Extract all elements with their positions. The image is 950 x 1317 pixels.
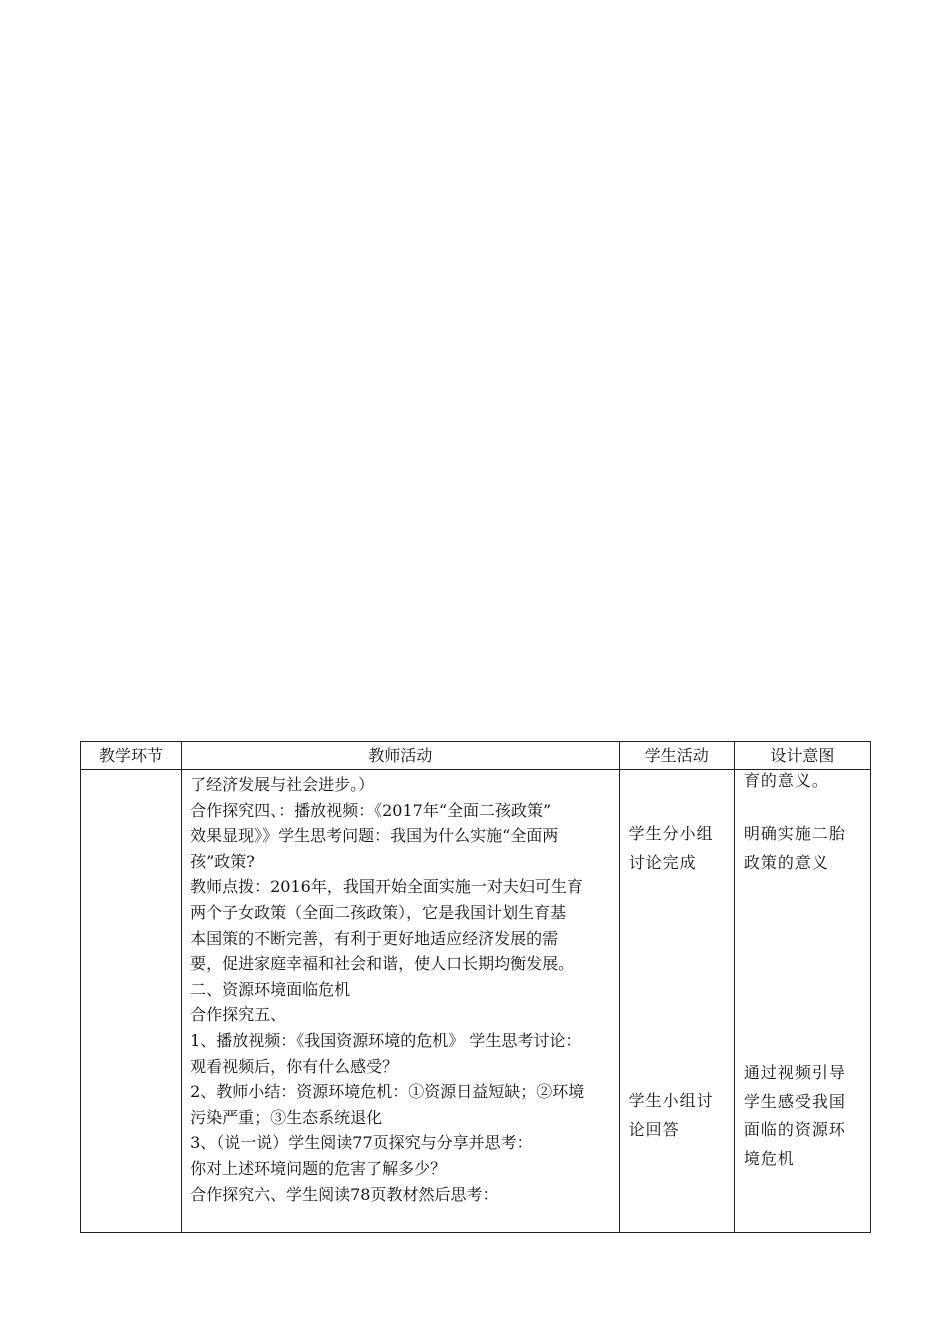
teacher-line: 二、资源环境面临危机 — [190, 979, 351, 999]
teacher-line: 观看视频后，你有什么感受？ — [190, 1056, 399, 1076]
header-teaching-stage: 教学环节 — [81, 742, 182, 770]
design-intent-cell — [734, 770, 870, 1233]
teacher-line: 3、（说一说）学生阅读77页探究与分享并思考： — [190, 1133, 533, 1153]
design-note-two-child-policy: 明确实施二胎 政策的意义 — [743, 824, 846, 872]
header-teacher-activity: 教师活动 — [182, 742, 620, 770]
teacher-line: 教师点拨：2016年，我国开始全面实施一对夫妇可生育 — [190, 877, 583, 897]
teacher-line: 合作探究五、 — [190, 1005, 287, 1025]
header-student-activity: 学生活动 — [619, 742, 734, 770]
lesson-plan-table — [80, 741, 871, 1233]
teacher-line: 了经济发展与社会进步。） — [190, 775, 375, 794]
teacher-line: 你对上述环境问题的危害了解多少？ — [190, 1158, 447, 1178]
teacher-line: 要，促进家庭幸福和社会和谐，使人口长期均衡发展。 — [190, 954, 575, 974]
design-note-resource-crisis: 通过视频引导 学生感受我国 面临的资源环 境危机 — [743, 1063, 846, 1168]
teacher-line: 合作探究六、学生阅读78页教材然后思考： — [190, 1184, 499, 1204]
student-note-group-answer: 学生小组讨 论回答 — [628, 1091, 714, 1139]
teacher-line: 本国策的不断完善，有利于更好地适应经济发展的需 — [190, 928, 559, 948]
teacher-line: 效果显现》》学生思考问题：我国为什么实施“全面两 — [190, 826, 559, 846]
teacher-line: 两个子女政策（全面二孩政策），它是我国计划生育基 — [190, 902, 567, 922]
teacher-line: 1、播放视频：《我国资源环境的危机》 学生思考讨论： — [190, 1030, 582, 1050]
table-row — [81, 770, 871, 1233]
design-note-continued: 育的意义。 — [743, 771, 829, 790]
teaching-stage-cell — [81, 770, 182, 1233]
teacher-activity-text — [182, 770, 619, 1232]
student-activity-cell — [619, 770, 734, 1233]
teacher-line: 2、教师小结：资源环境危机：①资源日益短缺；②环境 — [190, 1082, 585, 1102]
teacher-line: 合作探究四、：播放视频：《2017年“全面二孩政策” — [190, 800, 552, 820]
student-note-group-discussion: 学生分小组 讨论完成 — [628, 824, 714, 872]
header-design-intent: 设计意图 — [734, 742, 870, 770]
table-header-row — [81, 742, 871, 770]
teacher-activity-cell — [182, 770, 620, 1233]
teacher-line: 孩”政策? — [190, 851, 255, 871]
teacher-line: 污染严重；③生态系统退化 — [190, 1107, 383, 1127]
